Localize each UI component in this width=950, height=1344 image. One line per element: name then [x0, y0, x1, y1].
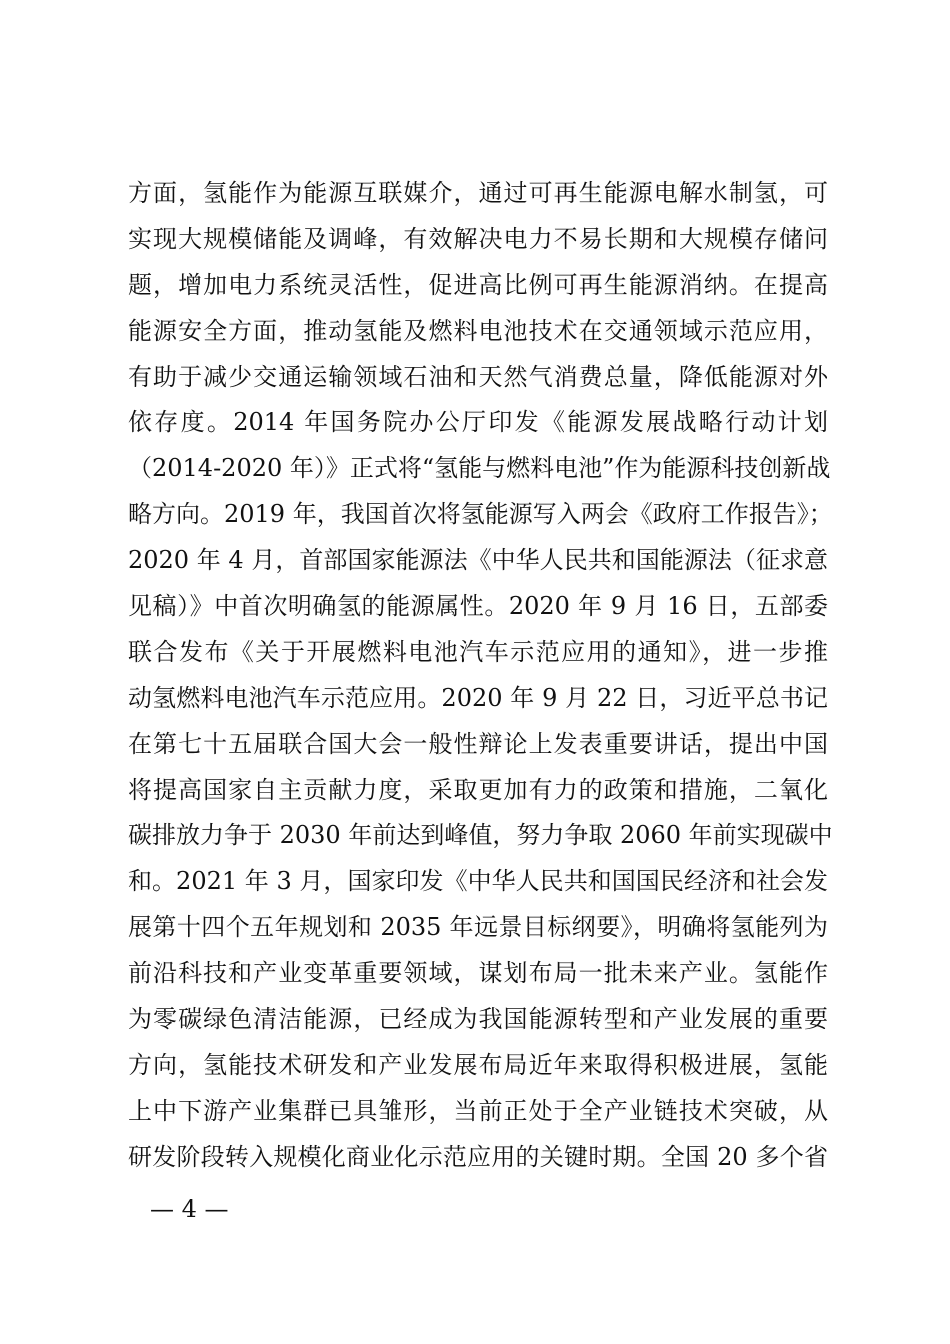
text-line: 前沿科技和产业变革重要领域，谋划布局一批未来产业。氢能作 — [128, 959, 828, 988]
text-line: 在第七十五届联合国大会一般性辩论上发表重要讲话，提出中国 — [128, 729, 828, 758]
text-line: （2014-2020 年）》正式将“氢能与燃料电池”作为能源科技创新战 — [128, 454, 831, 483]
text-line: 方面，氢能作为能源互联媒介，通过可再生能源电解水制氢，可 — [128, 179, 828, 207]
text-line: 方向，氢能技术研发和产业发展布局近年来取得积极进展，氢能 — [128, 1050, 828, 1079]
text-line: 展第十四个五年规划和 2035 年远景目标纲要》，明确将氢能列为 — [128, 913, 828, 942]
text-line: 题，增加电力系统灵活性，促进高比例可再生能源消纳。在提高 — [128, 270, 828, 299]
body-text — [128, 171, 833, 1181]
text-line: 和。2021 年 3 月，国家印发《中华人民共和国国民经济和社会发 — [128, 867, 828, 896]
text-line: 略方向。2019 年，我国首次将氢能源写入两会《政府工作报告》； — [128, 500, 833, 529]
text-line: 有助于减少交通运输领域石油和天然气消费总量，降低能源对外 — [128, 362, 828, 391]
text-line: 将提高国家自主贡献力度，采取更加有力的政策和措施，二氧化 — [128, 775, 828, 804]
text-line: 研发阶段转入规模化商业化示范应用的关键时期。全国 20 多个省 — [128, 1142, 828, 1171]
text-line: 为零碳绿色清洁能源，已经成为我国能源转型和产业发展的重要 — [128, 1005, 828, 1034]
text-line: 联合发布《关于开展燃料电池汽车示范应用的通知》，进一步推 — [128, 637, 828, 666]
page-number: — 4 — — [150, 1195, 229, 1223]
text-line: 碳排放力争于 2030 年前达到峰值，努力争取 2060 年前实现碳中 — [128, 821, 833, 850]
text-line: 上中下游产业集群已具雏形，当前正处于全产业链技术突破，从 — [128, 1096, 828, 1125]
text-line: 2020 年 4 月，首部国家能源法《中华人民共和国能源法（征求意 — [128, 546, 828, 575]
text-line: 依存度。2014 年国务院办公厅印发《能源发展战略行动计划 — [128, 408, 828, 437]
text-line: 见稿）》中首次明确氢的能源属性。2020 年 9 月 16 日，五部委 — [128, 592, 828, 621]
text-line: 实现大规模储能及调峰，有效解决电力不易长期和大规模存储问 — [128, 224, 828, 253]
text-line: 能源安全方面，推动氢能及燃料电池技术在交通领域示范应用， — [128, 316, 828, 345]
text-line: 动氢燃料电池汽车示范应用。2020 年 9 月 22 日，习近平总书记 — [128, 683, 828, 712]
